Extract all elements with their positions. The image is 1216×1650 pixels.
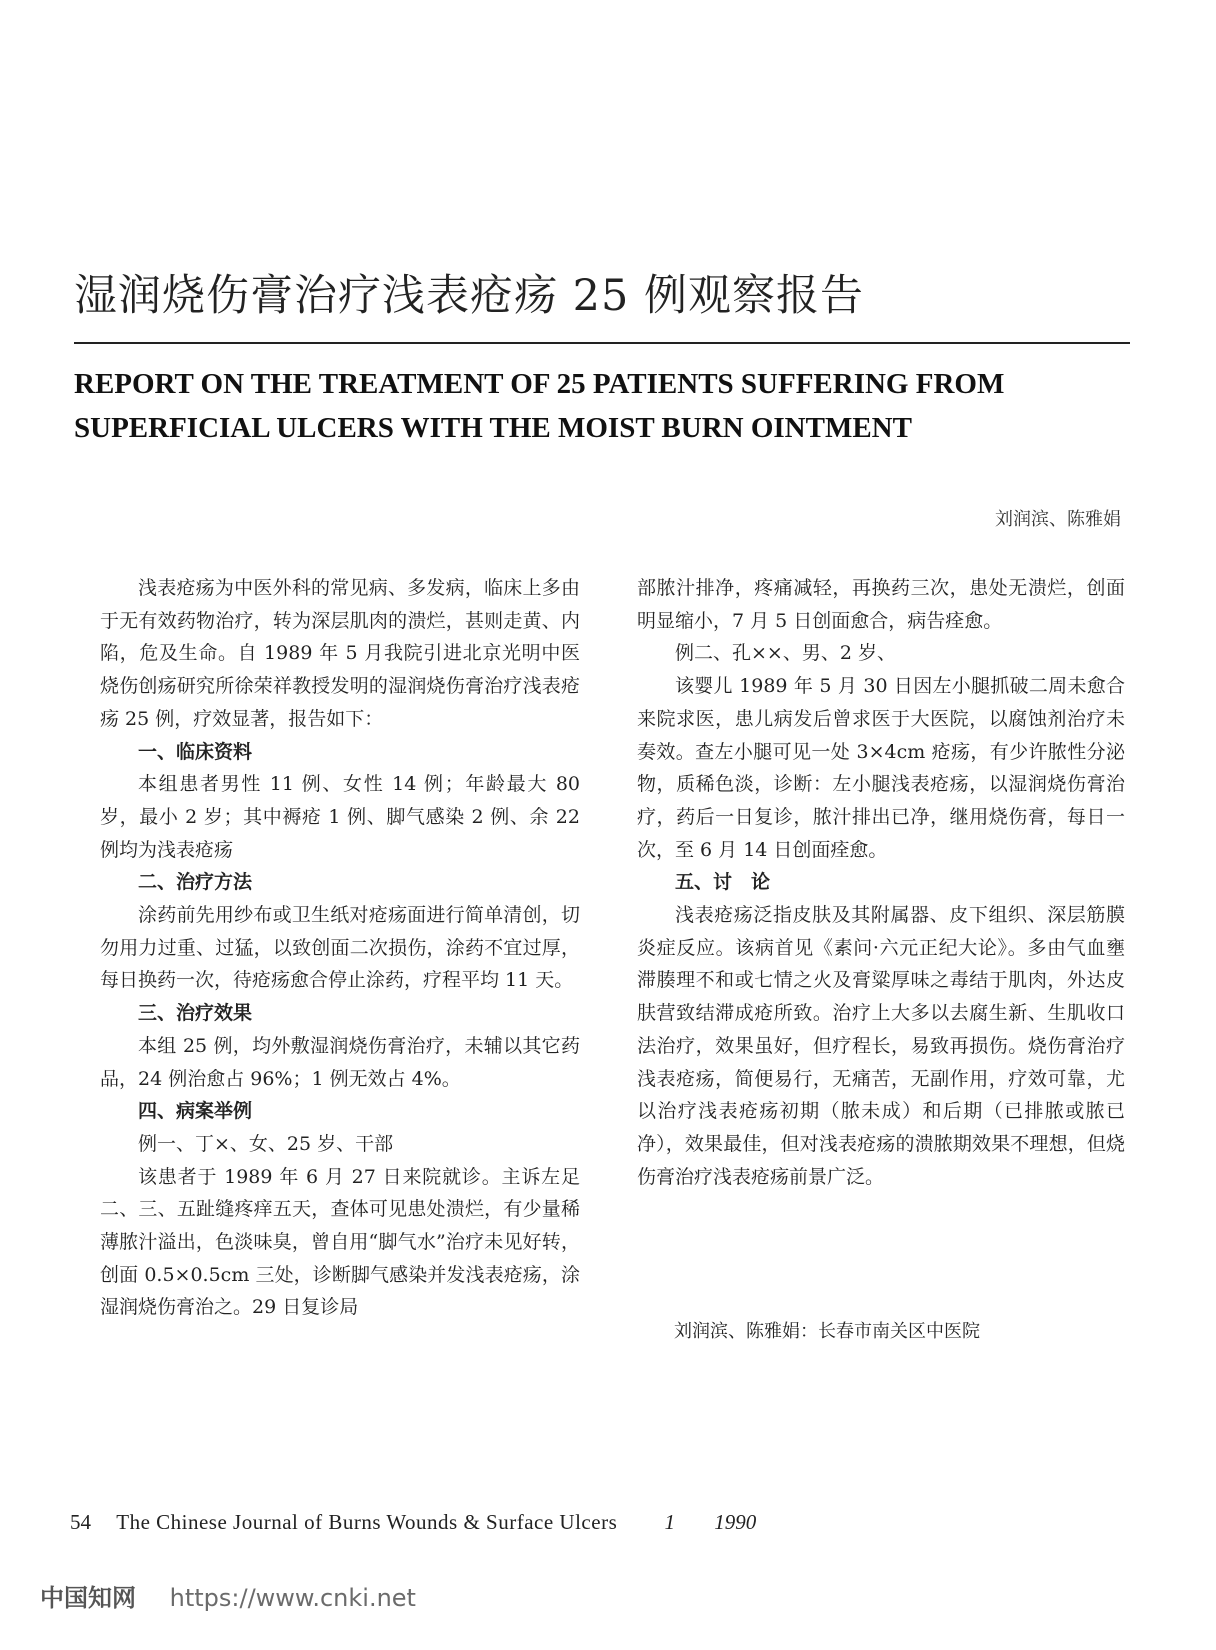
page-footer — [70, 1510, 756, 1535]
publication-year: 1990 — [714, 1510, 757, 1534]
right-column — [637, 572, 1125, 1193]
section-heading-treatment-method: 二、治疗方法 — [138, 871, 253, 894]
title-en-line-1: REPORT ON THE TREATMENT OF 25 PATIENTS SUFFERING FROM — [74, 368, 1005, 400]
cnki-logo: 中国知网 — [40, 1584, 136, 1612]
authors: 刘润滨、陈雅娟 — [995, 509, 1121, 530]
treatment-method-paragraph: 涂药前先用纱布或卫生纸对疮疡面进行简单清创，切勿用力过重、过猛，以致创面二次损伤，涂药不宜过厚，每日换药一次，待疮疡愈合停止涂药，疗程平均 11 天。 — [100, 904, 580, 992]
section-heading-case-examples: 四、病案举例 — [138, 1100, 253, 1123]
author-affiliation: 刘润滨、陈雅娟：长春市南关区中医院 — [674, 1321, 980, 1342]
section-heading-treatment-effect: 三、治疗效果 — [138, 1002, 253, 1025]
case-1-continuation: 部脓汁排净，疼痛减轻，再换药三次，患处无溃烂，创面明显缩小，7 月 5 日创面愈合，病告痊愈。 — [637, 577, 1125, 632]
cnki-watermark — [40, 1578, 416, 1613]
clinical-data-paragraph: 本组患者男性 11 例、女性 14 例；年龄最大 80 岁，最小 2 岁；其中褥疮 1 例、脚气感染 2 例、余 22 例均为浅表疮疡 — [100, 773, 580, 861]
case-1-header: 例一、丁×、女、25 岁、干部 — [138, 1132, 394, 1155]
case-1-paragraph: 该患者于 1989 年 6 月 27 日来院就诊。主诉左足二、三、五趾缝疼痒五天，查体可见患处溃烂，有少量稀薄脓汁溢出，色淡味臭，曾自用“脚气水”治疗未见好转，创面 0.5×0.5cm 三处，诊断脚气感染并发浅表疮疡，涂湿润烧伤膏治之。29 日复诊局 — [100, 1165, 580, 1319]
cnki-url[interactable]: https://www.cnki.net — [169, 1584, 416, 1612]
section-heading-clinical-data: 一、临床资料 — [138, 740, 253, 763]
discussion-paragraph: 浅表疮疡泛指皮肤及其附属器、皮下组织、深层筋膜炎症反应。该病首见《素问·六元正纪大论》。多由气血壅滞腠理不和或七情之火及膏粱厚味之毒结于肌肉，外达皮肤营致结滞成疮所致。治疗上大多以去腐生新、生肌收口法治疗，效果虽好，但疗程长，易致再损伤。烧伤膏治疗浅表疮疡，简便易行，无痛苦，无副作用，疗效可靠，尤以治疗浅表疮疡初期（脓未成）和后期（已排脓或脓已净），效果最佳，但对浅表疮疡的溃脓期效果不理想，但烧伤膏治疗浅表疮疡前景广泛。 — [637, 904, 1125, 1188]
treatment-effect-paragraph: 本组 25 例，均外敷湿润烧伤膏治疗，未辅以其它药品，24 例治愈占 96%；1 例无效占 4%。 — [100, 1034, 580, 1090]
article-title-en — [74, 362, 1154, 450]
case-2-paragraph: 该婴儿 1989 年 5 月 30 日因左小腿抓破二周未愈合来院求医，患儿病发后曾求医于大医院，以腐蚀剂治疗未奏效。查左小腿可见一处 3×4cm 疮疡，有少许脓性分泌物，质稀色淡，诊断：左小腿浅表疮疡，以湿润烧伤膏治疗，药后一日复诊，脓汁排出已净，继用烧伤膏，每日一次，至 6 月 14 日创面痊愈。 — [637, 675, 1125, 861]
issue-number: 1 — [664, 1510, 675, 1534]
left-column — [100, 572, 580, 1324]
case-2-header: 例二、孔××、男、2 岁、 — [675, 642, 896, 665]
page-number: 54 — [70, 1510, 91, 1534]
section-heading-discussion: 五、讨 论 — [675, 871, 771, 894]
title-divider — [74, 342, 1130, 344]
title-en-line-2: SUPERFICIAL ULCERS WITH THE MOIST BURN OINTMENT — [74, 412, 912, 444]
intro-paragraph: 浅表疮疡为中医外科的常见病、多发病，临床上多由于无有效药物治疗，转为深层肌肉的溃烂，甚则走黄、内陷，危及生命。自 1989 年 5 月我院引进北京光明中医烧伤创疡研究所徐荣祥教授发明的湿润烧伤膏治疗浅表疮疡 25 例，疗效显著，报告如下： — [100, 577, 580, 730]
article-title-cn: 湿润烧伤膏治疗浅表疮疡 25 例观察报告 — [74, 271, 865, 321]
journal-name: The Chinese Journal of Burns Wounds & Surface Ulcers — [116, 1510, 618, 1534]
